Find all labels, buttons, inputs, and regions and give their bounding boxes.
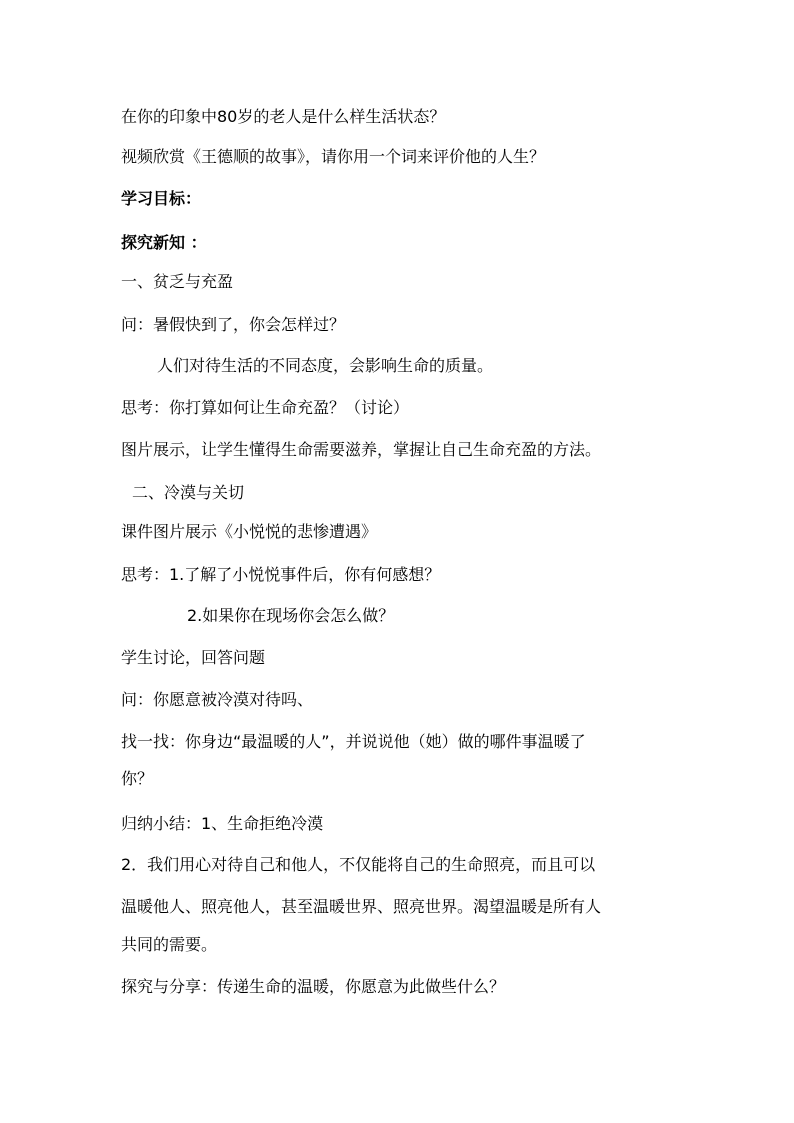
text-line-think-2: 2.如果你在现场你会怎么做？ <box>187 606 395 625</box>
text-line-attitude: 人们对待生活的不同态度，会影响生命的质量。 <box>157 356 494 375</box>
text-line-video-prompt: 视频欣赏《王德顺的故事》，请你用一个词来评价他的人生？ <box>121 147 546 166</box>
text-line-picture-display: 图片展示，让学生懂得生命需要滋养，掌握让自己生命充盈的方法。 <box>121 440 602 459</box>
text-line-think-1: 思考：1.了解了小悦悦事件后，你有何感想？ <box>121 565 441 584</box>
text-line-indifference-question: 问：你愿意被冷漠对待吗、 <box>121 690 314 709</box>
text-line-think-fullness: 思考：你打算如何让生命充盈？（讨论） <box>121 398 410 417</box>
text-line-summary-1: 归纳小结：1、生命拒绝冷漠 <box>121 814 324 833</box>
text-line-summary-2-cont: 温暖他人、照亮他人，甚至温暖世界、照亮世界。渴望温暖是所有人 <box>121 897 602 916</box>
text-line-courseware-pictures: 课件图片展示《小悦悦的悲惨遭遇》 <box>121 522 378 541</box>
heading-learning-goals: 学习目标： <box>121 189 202 208</box>
text-line-summer-question: 问：暑假快到了，你会怎样过？ <box>121 315 346 334</box>
section-heading-indifference-care: 二、冷漠与关切 <box>132 483 245 502</box>
text-line-find-warm-person: 找一找：你身边“最温暖的人”，并说说他（她）做的哪件事温暖了 <box>121 732 586 751</box>
section-heading-poverty-fullness: 一、贫乏与充盈 <box>121 272 234 291</box>
heading-explore-new: 探究新知 ： <box>121 233 207 252</box>
text-line-explore-share: 探究与分享：传递生命的温暖，你愿意为此做些什么？ <box>121 977 506 996</box>
text-line-find-warm-person-cont: 你？ <box>121 769 154 788</box>
text-line-summary-2: 2．我们用心对待自己和他人，不仅能将自己的生命照亮，而且可以 <box>121 855 596 874</box>
text-line-summary-2-end: 共同的需要。 <box>121 935 218 954</box>
text-line-student-discussion: 学生讨论，回答问题 <box>121 648 266 667</box>
text-line-elderly-question: 在你的印象中80岁的老人是什么样生活状态？ <box>121 107 446 126</box>
